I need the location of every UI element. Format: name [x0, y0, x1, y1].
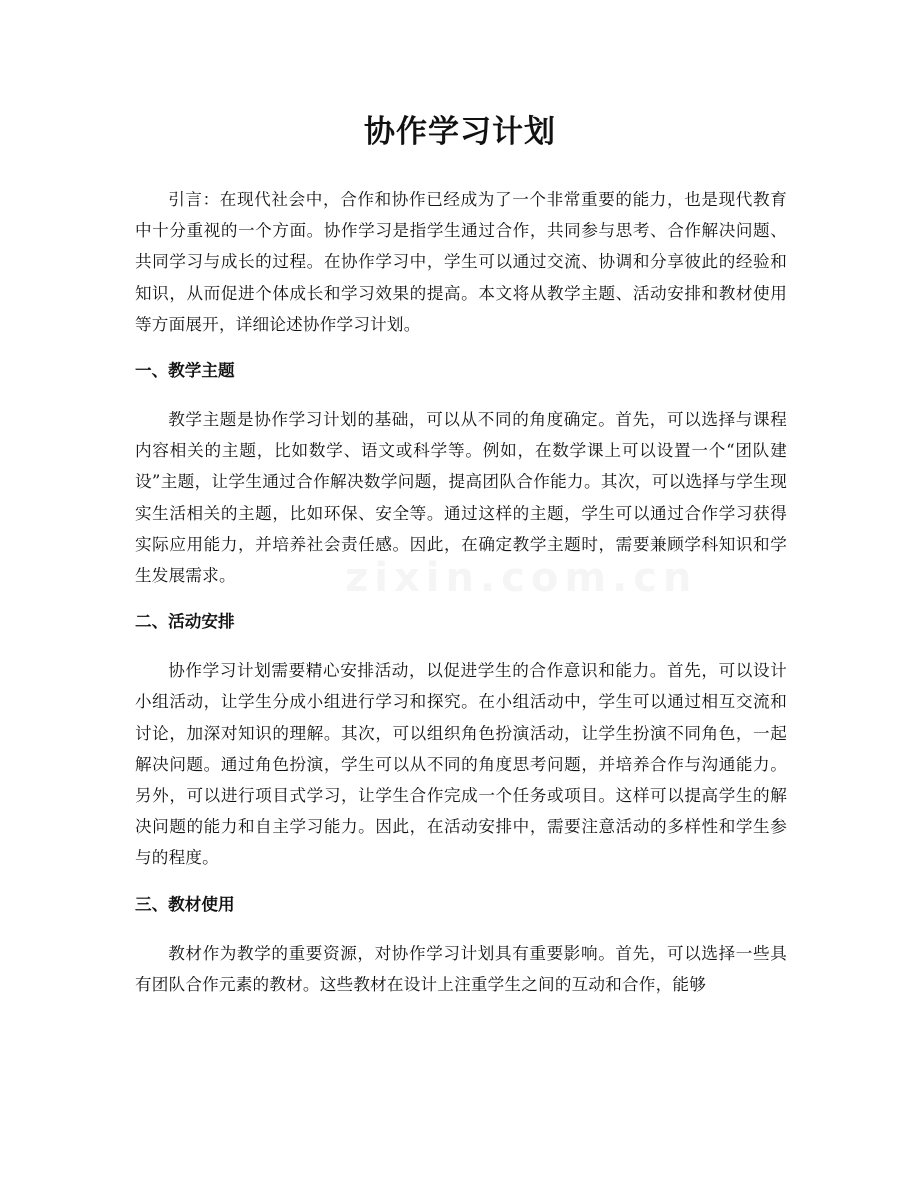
intro-paragraph: 引言：在现代社会中，合作和协作已经成为了一个非常重要的能力，也是现代教育中十分重视的一个方面。协作学习是指学生通过合作，共同参与思考、合作解决问题、共同学习与成长的过程。在协作学习中，学生可以通过交流、协调和分享彼此的经验和知识，从而促进个体成长和学习效果的提高。本文将从教学主题、活动安排和教材使用等方面展开，详细论述协作学习计划。 — [135, 190, 787, 334]
document-body — [135, 184, 787, 1000]
section-heading-teaching-theme: 一、教学主题 — [135, 361, 235, 381]
section-body-teaching-theme: 教学主题是协作学习计划的基础，可以从不同的角度确定。首先，可以选择与课程内容相关的主题，比如数学、语文或科学等。例如，在数学课上可以设置一个“团队建设”主题，让学生通过合作解决数学问题，提高团队合作能力。其次，可以选择与学生现实生活相关的主题，比如环保、安全等。通过这样的主题，学生可以通过合作学习获得实际应用能力，并培养社会责任感。因此，在确定教学主题时，需要兼顾学科知识和学生发展需求。 — [135, 410, 787, 586]
section-heading-activity-arrangement: 二、活动安排 — [135, 612, 235, 632]
watermark: zixin.com.cn — [345, 555, 698, 601]
section-body-activity-arrangement: 协作学习计划需要精心安排活动，以促进学生的合作意识和能力。首先，可以设计小组活动，让学生分成小组进行学习和探究。在小组活动中，学生可以通过相互交流和讨论，加深对知识的理解。其次，可以组织角色扮演活动，让学生扮演不同角色，一起解决问题。通过角色扮演，学生可以从不同的角度思考问题，并培养合作与沟通能力。另外，可以进行项目式学习，让学生合作完成一个任务或项目。这样可以提高学生的解决问题的能力和自主学习能力。因此，在活动安排中，需要注意活动的多样性和学生参与的程度。 — [135, 661, 787, 868]
section-heading-textbook-use: 三、教材使用 — [135, 894, 235, 914]
section-body-textbook-use: 教材作为教学的重要资源，对协作学习计划具有重要影响。首先，可以选择一些具有团队合作元素的教材。这些教材在设计上注重学生之间的互动和合作，能够 — [135, 943, 787, 994]
document-title: 协作学习计划 — [364, 114, 556, 150]
